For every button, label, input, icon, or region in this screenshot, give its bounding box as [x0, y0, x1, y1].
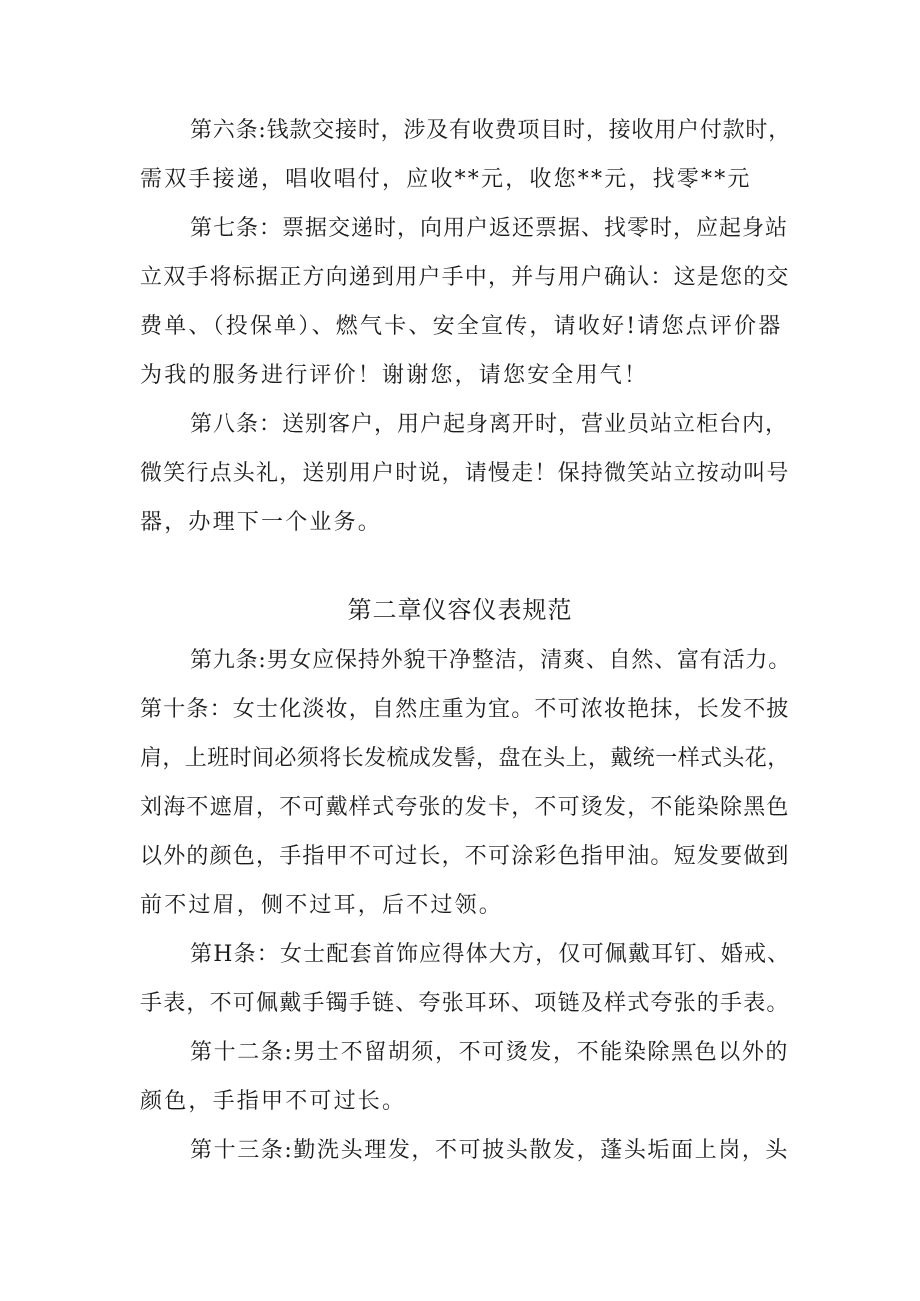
article-7-line-4: 为我的服务进行评价！谢谢您，请您安全用气！: [140, 363, 649, 388]
article-7-line-2: 立双手将标据正方向递到用户手中，并与用户确认：这是您的交: [140, 265, 790, 290]
article-13-line-1: 第十三条:勤洗头理发，不可披头散发，蓬头垢面上岗，头: [190, 1138, 790, 1163]
article-11-line-1: 第H条：女士配套首饰应得体大方，仅可佩戴耳钉、婚戒、: [190, 942, 791, 967]
article-6-line-2: 需双手接递，唱收唱付，应收**元，收您**元，找零**元: [140, 167, 752, 192]
article-11-line-2: 手表，不可佩戴手镯手链、夸张耳环、项链及样式夸张的手表。: [140, 991, 790, 1016]
article-8-line-3: 器，办理下一个业务。: [140, 510, 383, 535]
chapter-heading: 第二章仪容仪表规范: [347, 596, 573, 624]
article-9-line-1: 第九条:男女应保持外貌干净整洁，清爽、自然、富有活力。: [190, 648, 792, 673]
article-12-line-1: 第十二条:男士不留胡须，不可烫发，不能染除黑色以外的: [190, 1040, 790, 1065]
article-7-line-1: 第七条：票据交递时，向用户返还票据、找零时，应起身站: [190, 216, 789, 241]
article-10-line-3: 刘海不遮眉，不可戴样式夸张的发卡，不可烫发，不能染除黑色: [140, 795, 790, 820]
article-7-line-3: 费单、（投保单）、燃气卡、安全宣传，请收好!请您点评价器: [140, 314, 783, 339]
article-6-line-1: 第六条:钱款交接时，涉及有收费项目时，接收用户付款时，: [190, 118, 792, 143]
article-10-line-2: 肩，上班时间必须将长发梳成发髻，盘在头上，戴统一样式头花，: [140, 746, 790, 771]
article-10-line-4: 以外的颜色，手指甲不可过长，不可涂彩色指甲油。短发要做到: [140, 844, 790, 869]
article-12-line-2: 颜色，手指甲不可过长。: [140, 1089, 407, 1114]
article-8-line-2: 微笑行点头礼，送别用户时说，请慢走！保持微笑站立按动叫号: [140, 461, 790, 486]
article-8-line-1: 第八条：送别客户，用户起身离开时，营业员站立柜台内，: [190, 412, 789, 437]
article-10-line-5: 前不过眉，侧不过耳，后不过领。: [140, 893, 504, 918]
article-10-line-1: 第十条：女士化淡妆，自然庄重为宜。不可浓妆艳抹，长发不披: [140, 697, 790, 722]
